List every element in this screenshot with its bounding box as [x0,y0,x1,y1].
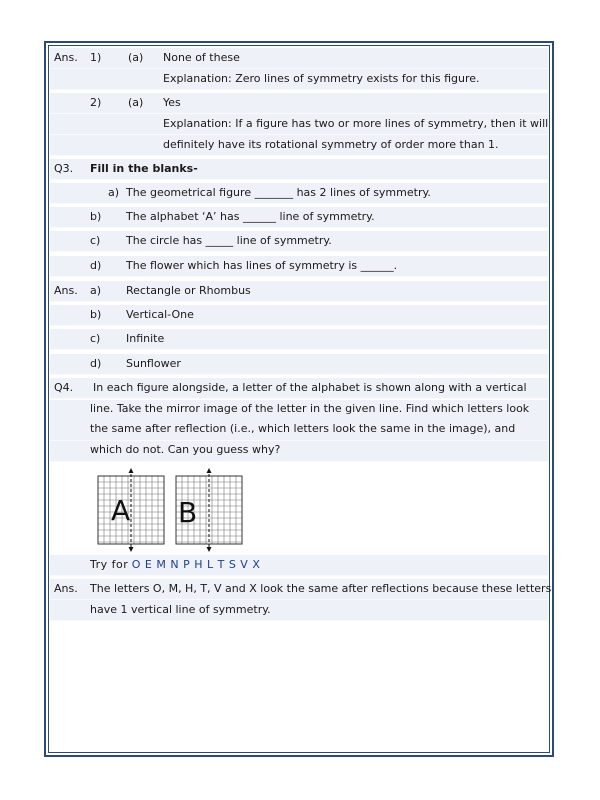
explanation-text: definitely have its rotational symmetry of order more than 1. [163,138,499,151]
letter-a-figure [94,468,170,552]
answer-letter: a) [90,284,102,297]
item-number: 1) [90,51,102,64]
try-letters: O E M N P H L T S V X [131,558,261,571]
blank-letter: b) [90,210,102,223]
letter-b-figure [170,468,246,552]
answer-text: Vertical-One [126,308,194,321]
row-shade [50,329,548,350]
item-number: 2) [90,96,102,109]
answer-text: have 1 vertical line of symmetry. [90,603,271,616]
blank-text: The flower which has lines of symmetry is ______. [126,259,398,272]
try-prefix: Try for [90,558,129,571]
blank-text: The circle has _____ line of symmetry. [126,234,332,247]
blank-letter: a) [108,186,120,199]
svg-text:A: A [111,494,131,527]
blank-letter: c) [90,234,101,247]
row-shade [50,93,548,114]
blank-text: The geometrical figure _______ has 2 lines of symmetry. [126,186,431,199]
answer-text: The letters O, M, H, T, V and X look the same after reflections because these letters [90,582,552,595]
answer-letter: b) [90,308,102,321]
row-shade [50,354,548,375]
row-shade [50,305,548,326]
try-line [90,558,260,572]
explanation-text: Explanation: Zero lines of symmetry exists for this figure. [163,72,480,85]
ans-label: Ans. [54,284,78,297]
option-label: (a) [128,51,144,64]
answer-text: Infinite [126,332,165,345]
question-label: Q3. [54,162,74,175]
answer-text: Rectangle or Rhombus [126,284,251,297]
question-text: In each figure alongside, a letter of the alphabet is shown along with a vertical line. Take the mirror image of the letter in the given line. Find which letters look the same after reflection (i.e., which letters look the same in the image), and which do not. Can you guess why? [90,381,530,456]
svg-text:B: B [178,496,198,529]
row-shade [50,281,548,302]
question-label: Q4. [54,381,74,394]
ans-label: Ans. [54,582,78,595]
option-label: (a) [128,96,144,109]
row-shade [50,48,548,69]
answer-text: Yes [163,96,181,109]
explanation-text: Explanation: If a figure has two or more lines of symmetry, then it will [163,117,549,130]
answer-letter: d) [90,357,102,370]
question-heading: Fill in the blanks- [90,162,198,175]
answer-letter: c) [90,332,101,345]
blank-text: The alphabet ‘A’ has ______ line of symmetry. [126,210,375,223]
answer-text: None of these [163,51,240,64]
blank-letter: d) [90,259,102,272]
ans-label: Ans. [54,51,78,64]
answer-text: Sunflower [126,357,181,370]
